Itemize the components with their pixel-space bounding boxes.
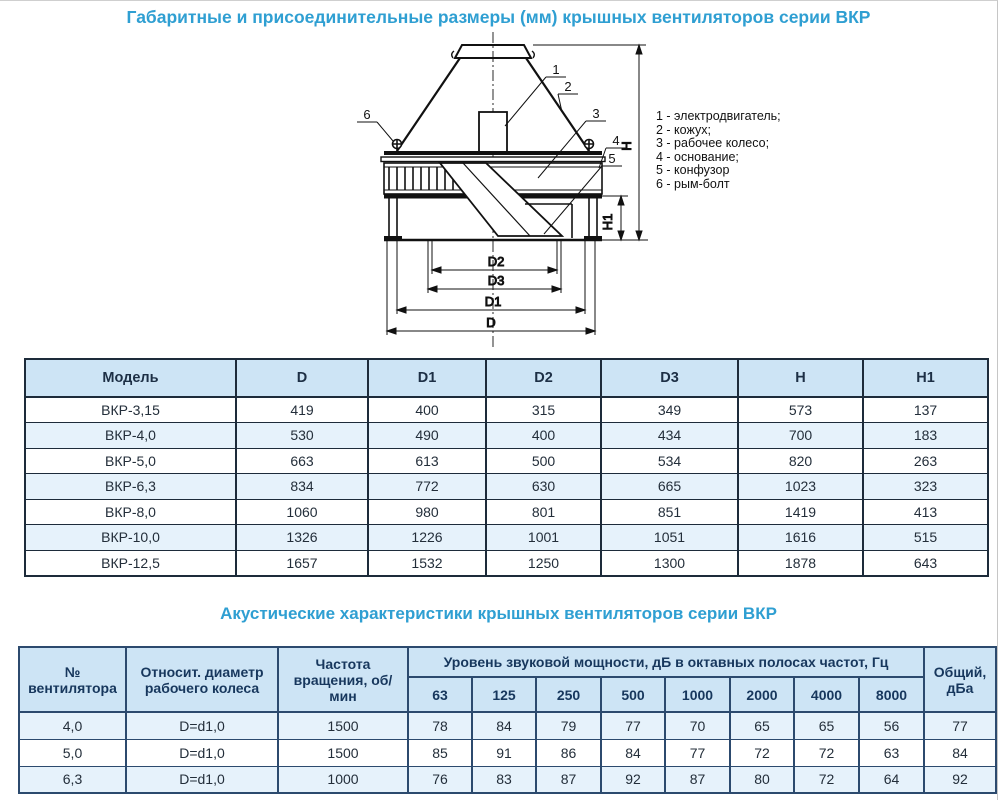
callout-5: 5 <box>608 151 616 166</box>
cell: 315 <box>486 397 601 423</box>
cell: 630 <box>486 474 601 500</box>
cell: 1250 <box>486 550 601 576</box>
cell: 263 <box>863 448 988 474</box>
dim-label-D: D <box>486 315 496 330</box>
cell: 1500 <box>278 739 408 766</box>
cell: 78 <box>408 712 472 739</box>
eye-bolt-right <box>585 140 594 152</box>
legend-item: 3 - рабочее колесо; <box>656 136 770 151</box>
cell: 1000 <box>278 766 408 793</box>
cell: 72 <box>730 739 794 766</box>
dim-row <box>25 550 988 576</box>
header-model: Модель <box>25 359 236 397</box>
dim-row <box>25 397 988 423</box>
cell: 84 <box>601 739 665 766</box>
header-freq-2000: 2000 <box>730 677 794 712</box>
cell: 1300 <box>601 550 738 576</box>
dimension-D3 <box>428 273 561 292</box>
cell: 700 <box>738 423 863 449</box>
dim-label-H1: H1 <box>600 213 615 231</box>
cell: 851 <box>601 499 738 525</box>
cell: ВКР-10,0 <box>25 525 236 551</box>
fan-drawing <box>381 32 648 348</box>
acoustic-table <box>18 646 997 794</box>
header-D: D <box>236 359 368 397</box>
cell: ВКР-3,15 <box>25 397 236 423</box>
legend-item: 2 - кожух; <box>656 122 711 137</box>
dimension-D1 <box>397 294 585 313</box>
cell: 77 <box>665 739 730 766</box>
callout-2: 2 <box>564 79 572 94</box>
section-title-acoustic: Акустические характеристики крышных вентиляторов серии ВКР <box>220 604 777 623</box>
cell: 663 <box>236 448 368 474</box>
dim-label-D2: D2 <box>487 254 505 269</box>
cell: 85 <box>408 739 472 766</box>
header-D1: D1 <box>368 359 486 397</box>
header-rel-diameter: Относит. диаметр рабочего колеса <box>126 647 278 712</box>
cell: 137 <box>863 397 988 423</box>
cell: 65 <box>730 712 794 739</box>
cell: 419 <box>236 397 368 423</box>
cell: 1500 <box>278 712 408 739</box>
cell: 76 <box>408 766 472 793</box>
ac-header-row-1 <box>19 647 996 677</box>
header-freq-500: 500 <box>601 677 665 712</box>
cell: 77 <box>924 712 996 739</box>
dim-row <box>25 448 988 474</box>
cell: 86 <box>536 739 601 766</box>
cell: 91 <box>472 739 536 766</box>
cell: 1657 <box>236 550 368 576</box>
dimension-H <box>619 45 642 240</box>
cell: 413 <box>863 499 988 525</box>
fan-diagram-svg <box>340 26 660 358</box>
header-freq-1000: 1000 <box>665 677 730 712</box>
dim-row <box>25 474 988 500</box>
cell: 1419 <box>738 499 863 525</box>
cell: 500 <box>486 448 601 474</box>
cell: 84 <box>924 739 996 766</box>
cell: D=d1,0 <box>126 739 278 766</box>
ac-row <box>19 766 996 793</box>
cell: 613 <box>368 448 486 474</box>
dim-label-D1: D1 <box>484 294 502 309</box>
cell: 490 <box>368 423 486 449</box>
cell: ВКР-4,0 <box>25 423 236 449</box>
dim-row <box>25 423 988 449</box>
callout-4: 4 <box>612 133 620 148</box>
header-spl-group: Уровень звуковой мощности, дБ в октавных полосах частот, Гц <box>408 647 924 677</box>
cell: 83 <box>472 766 536 793</box>
header-speed: Частота вращения, об/мин <box>278 647 408 712</box>
cell: 1023 <box>738 474 863 500</box>
flange-plate <box>384 151 602 155</box>
cell: 72 <box>794 766 859 793</box>
eye-bolt-left <box>393 140 402 152</box>
cell: ВКР-12,5 <box>25 550 236 576</box>
legend-item: 5 - конфузор <box>656 163 730 178</box>
callout-3: 3 <box>592 106 600 121</box>
cell: 1616 <box>738 525 863 551</box>
cell: 79 <box>536 712 601 739</box>
cell: 80 <box>730 766 794 793</box>
cell: 1226 <box>368 525 486 551</box>
cell: 87 <box>665 766 730 793</box>
header-D3: D3 <box>601 359 738 397</box>
cell: ВКР-8,0 <box>25 499 236 525</box>
cell: 1326 <box>236 525 368 551</box>
cell: 772 <box>368 474 486 500</box>
legend-item: 4 - основание; <box>656 149 739 164</box>
cell: 573 <box>738 397 863 423</box>
cell: 64 <box>859 766 924 793</box>
cell: 400 <box>368 397 486 423</box>
cell: 92 <box>924 766 996 793</box>
cell: D=d1,0 <box>126 766 278 793</box>
cell: 70 <box>665 712 730 739</box>
cell: 56 <box>859 712 924 739</box>
ac-row <box>19 712 996 739</box>
cell: 84 <box>472 712 536 739</box>
dim-row <box>25 499 988 525</box>
fan-diagram <box>340 26 660 358</box>
header-H: H <box>738 359 863 397</box>
cell: 534 <box>601 448 738 474</box>
cell: 400 <box>486 423 601 449</box>
cell: 1051 <box>601 525 738 551</box>
cell: ВКР-6,3 <box>25 474 236 500</box>
cell: 323 <box>863 474 988 500</box>
dimension-H1 <box>600 196 624 240</box>
cell: 530 <box>236 423 368 449</box>
cell: 65 <box>794 712 859 739</box>
cell: 434 <box>601 423 738 449</box>
header-total: Общий, дБа <box>924 647 996 712</box>
cell: 1878 <box>738 550 863 576</box>
cell: 820 <box>738 448 863 474</box>
cell: 801 <box>486 499 601 525</box>
header-fan-no: № вентилятора <box>19 647 126 712</box>
cell: 643 <box>863 550 988 576</box>
legend-item: 1 - электродвигатель; <box>656 109 781 123</box>
cell: 72 <box>794 739 859 766</box>
cell: 349 <box>601 397 738 423</box>
dim-label-D3: D3 <box>487 273 505 288</box>
legend-item: 6 - рым-болт <box>656 176 730 191</box>
page-title: Габаритные и присоединительные размеры (мм) крышных вентиляторов серии ВКР <box>126 7 871 27</box>
callout-1: 1 <box>552 62 560 77</box>
header-freq-63: 63 <box>408 677 472 712</box>
header-freq-4000: 4000 <box>794 677 859 712</box>
dimensions-table <box>24 358 989 577</box>
motor <box>479 112 507 152</box>
dimension-D <box>387 315 595 334</box>
cell: D=d1,0 <box>126 712 278 739</box>
dimension-D2 <box>432 254 557 273</box>
cell: ВКР-5,0 <box>25 448 236 474</box>
cell: 6,3 <box>19 766 126 793</box>
header-H1: H1 <box>863 359 988 397</box>
cell: 515 <box>863 525 988 551</box>
cell: 63 <box>859 739 924 766</box>
header-freq-125: 125 <box>472 677 536 712</box>
ac-row <box>19 739 996 766</box>
header-freq-8000: 8000 <box>859 677 924 712</box>
cell: 1532 <box>368 550 486 576</box>
header-D2: D2 <box>486 359 601 397</box>
dim-row <box>25 525 988 551</box>
cell: 834 <box>236 474 368 500</box>
dim-label-H: H <box>619 141 634 151</box>
cell: 183 <box>863 423 988 449</box>
header-freq-250: 250 <box>536 677 601 712</box>
callout-6: 6 <box>363 107 371 122</box>
cell: 1060 <box>236 499 368 525</box>
cell: 87 <box>536 766 601 793</box>
cell: 665 <box>601 474 738 500</box>
cell: 1001 <box>486 525 601 551</box>
dim-header-row <box>25 359 988 397</box>
cell: 77 <box>601 712 665 739</box>
cell: 4,0 <box>19 712 126 739</box>
cell: 5,0 <box>19 739 126 766</box>
cell: 980 <box>368 499 486 525</box>
parts-legend <box>656 110 781 192</box>
cell: 92 <box>601 766 665 793</box>
